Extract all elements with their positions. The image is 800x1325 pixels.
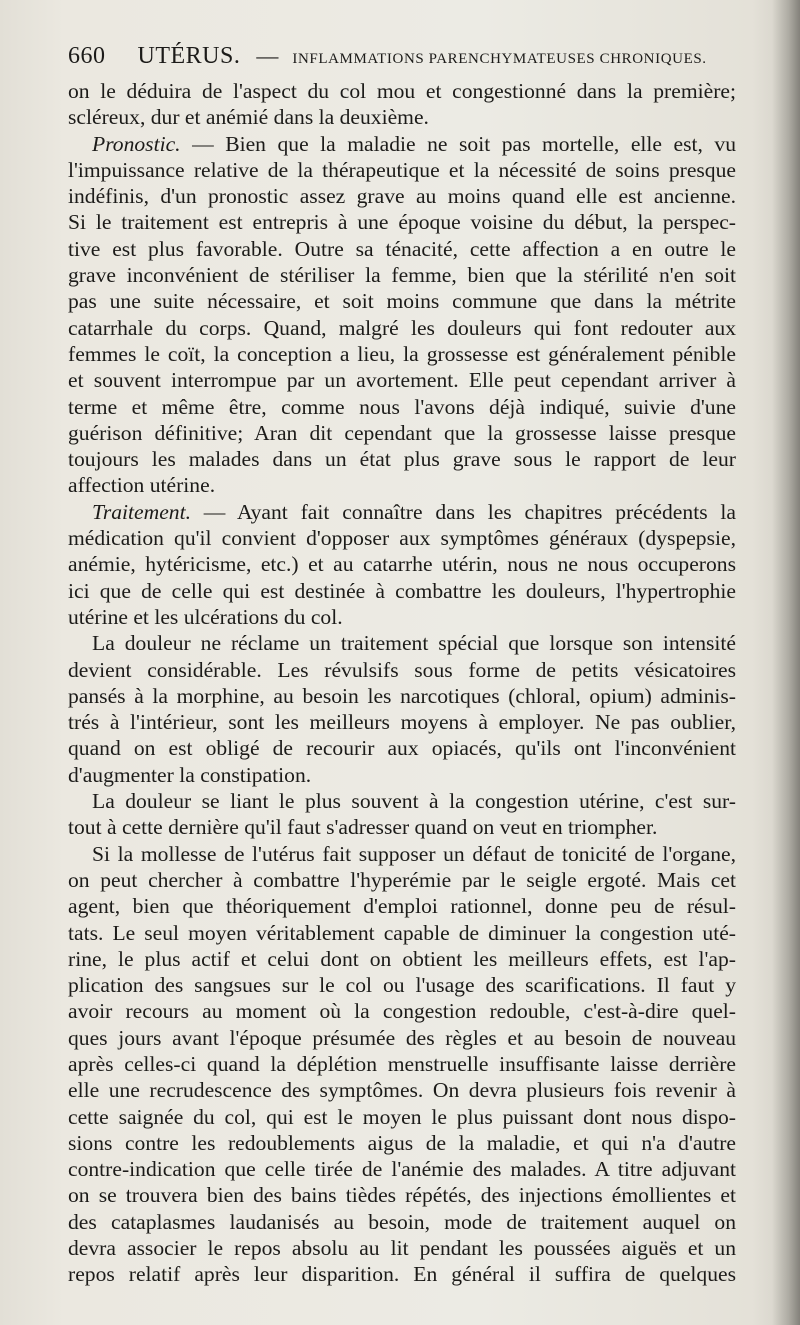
page-number: 660 [68, 43, 106, 69]
text-line: grave inconvénient de stériliser la femme, bien que la stérilité n'en soit [68, 263, 736, 288]
header-dash: — [256, 43, 279, 68]
text-line: avoir recours au moment où la congestion redouble, c'est-à-dire quel- [68, 999, 736, 1024]
page-edge-shadow [772, 0, 800, 1325]
text-line: elle une recrudescence des symptômes. On devra plusieurs fois revenir à [68, 1078, 736, 1103]
text-line: trés à l'intérieur, sont les meilleurs moyens à employer. Ne pas oublier, [68, 710, 736, 735]
text-line: après celles-ci quand la déplétion menstruelle insuffisante laisse derrière [68, 1051, 736, 1076]
text-line: pansés à la morphine, au besoin les narcotiques (chloral, opium) adminis- [68, 683, 736, 708]
text-line: contre-indication que celle tirée de l'anémie des malades. A titre adjuvant [68, 1157, 736, 1182]
running-title: UTÉRUS. [137, 43, 241, 69]
text-line: ici que de celle qui est destinée à combattre les douleurs, l'hypertrophie [68, 578, 736, 603]
text-line: utérine et les ulcérations du col. [68, 604, 343, 629]
text-line: devra associer le repos absolu au lit pendant les poussées aiguës et un [68, 1236, 736, 1261]
text-line: scléreux, dur et anémié dans la deuxième. [68, 105, 429, 130]
text-line: l'impuissance relative de la thérapeutique et la nécessité de soins presque [68, 157, 736, 182]
text-line: tout à cette dernière qu'il faut s'adresser quand on veut en triompher. [68, 815, 658, 840]
text-line: plication des sangsues sur le col ou l'usage des scarifications. Il faut y [68, 973, 736, 998]
section-heading-pronostic: Pronostic. [92, 131, 181, 156]
text-line: La douleur ne réclame un traitement spécial que lorsque son intensité [92, 631, 736, 656]
text-line: on peut chercher à combattre l'hyperémie par le seigle ergoté. Mais cet [68, 867, 736, 892]
text-line: anémie, hytéricisme, etc.) et au catarrhe utérin, nous ne nous occuperons [68, 552, 736, 577]
text-line-rest: — Ayant fait connaître dans les chapitres précédents la [203, 499, 736, 524]
text-line-pronostic [68, 131, 736, 157]
text-line: terme et même être, comme nous l'avons déjà indiqué, suivie d'une [68, 394, 736, 419]
text-line: tats. Le seul moyen véritablement capable de diminuer la congestion uté- [68, 920, 736, 945]
text-line: sions contre les redoublements aigus de la maladie, et qui n'a d'autre [68, 1130, 736, 1155]
running-header [68, 43, 768, 77]
text-line: indéfinis, d'un pronostic assez grave au moins quand elle est ancienne. [68, 184, 736, 209]
text-line: Si le traitement est entrepris à une époque voisine du début, la perspec- [68, 210, 736, 235]
page-body [68, 78, 736, 1288]
text-line: affection utérine. [68, 473, 216, 498]
text-line: on le déduira de l'aspect du col mou et congestionné dans la première; [68, 79, 736, 103]
text-line: guérison définitive; Aran dit cependant que la grossesse laisse presque [68, 420, 736, 445]
section-heading-traitement: Traitement. [92, 499, 191, 524]
text-line: devient considérable. Les révulsifs sous forme de petits vésicatoires [68, 657, 736, 682]
running-subtitle: INFLAMMATIONS PARENCHYMATEUSES CHRONIQUES. [292, 51, 707, 67]
text-line: d'augmenter la constipation. [68, 762, 312, 787]
text-line: rine, le plus actif et celui dont on obtient les meilleurs effets, est l'ap- [68, 946, 736, 971]
text-line: femmes le coït, la conception a lieu, la grossesse est généralement pénible [68, 341, 736, 366]
text-line: Si la mollesse de l'utérus fait supposer un défaut de tonicité de l'organe, [92, 841, 736, 866]
text-line: toujours les malades dans un état plus grave sous le rapport de leur [68, 447, 736, 472]
text-line: et souvent interrompue par un avortement. Elle peut cependant arriver à [68, 368, 736, 393]
text-line: agent, bien que théoriquement d'emploi rationnel, donne peu de résul- [68, 894, 736, 919]
text-line: cette saignée du col, qui est le moyen le plus puissant dont nous dispo- [68, 1104, 736, 1129]
text-line: des cataplasmes laudanisés au besoin, mode de traitement auquel on [68, 1209, 736, 1234]
text-line: on se trouvera bien des bains tièdes répétés, des injections émollientes et [68, 1183, 736, 1208]
text-line: quand on est obligé de recourir aux opiacés, qu'ils ont l'inconvénient [68, 736, 736, 761]
text-line-rest: — Bien que la maladie ne soit pas mortelle, elle est, vu [192, 131, 736, 156]
text-line-traitement [68, 499, 736, 525]
text-line: repos relatif après leur disparition. En général il suffira de quelques [68, 1262, 736, 1287]
text-line: catarrhale du corps. Quand, malgré les douleurs qui font redouter aux [68, 315, 736, 340]
text-line: ques jours avant l'époque présumée des règles et au besoin de nouveau [68, 1025, 736, 1050]
text-line: tive est plus favorable. Outre sa ténacité, cette affection a en outre le [68, 236, 736, 261]
text-line: pas une suite nécessaire, et soit moins commune que dans la métrite [68, 289, 736, 314]
text-line: médication qu'il convient d'opposer aux symptômes généraux (dyspepsie, [68, 526, 736, 551]
text-line: La douleur se liant le plus souvent à la congestion utérine, c'est sur- [92, 789, 736, 814]
